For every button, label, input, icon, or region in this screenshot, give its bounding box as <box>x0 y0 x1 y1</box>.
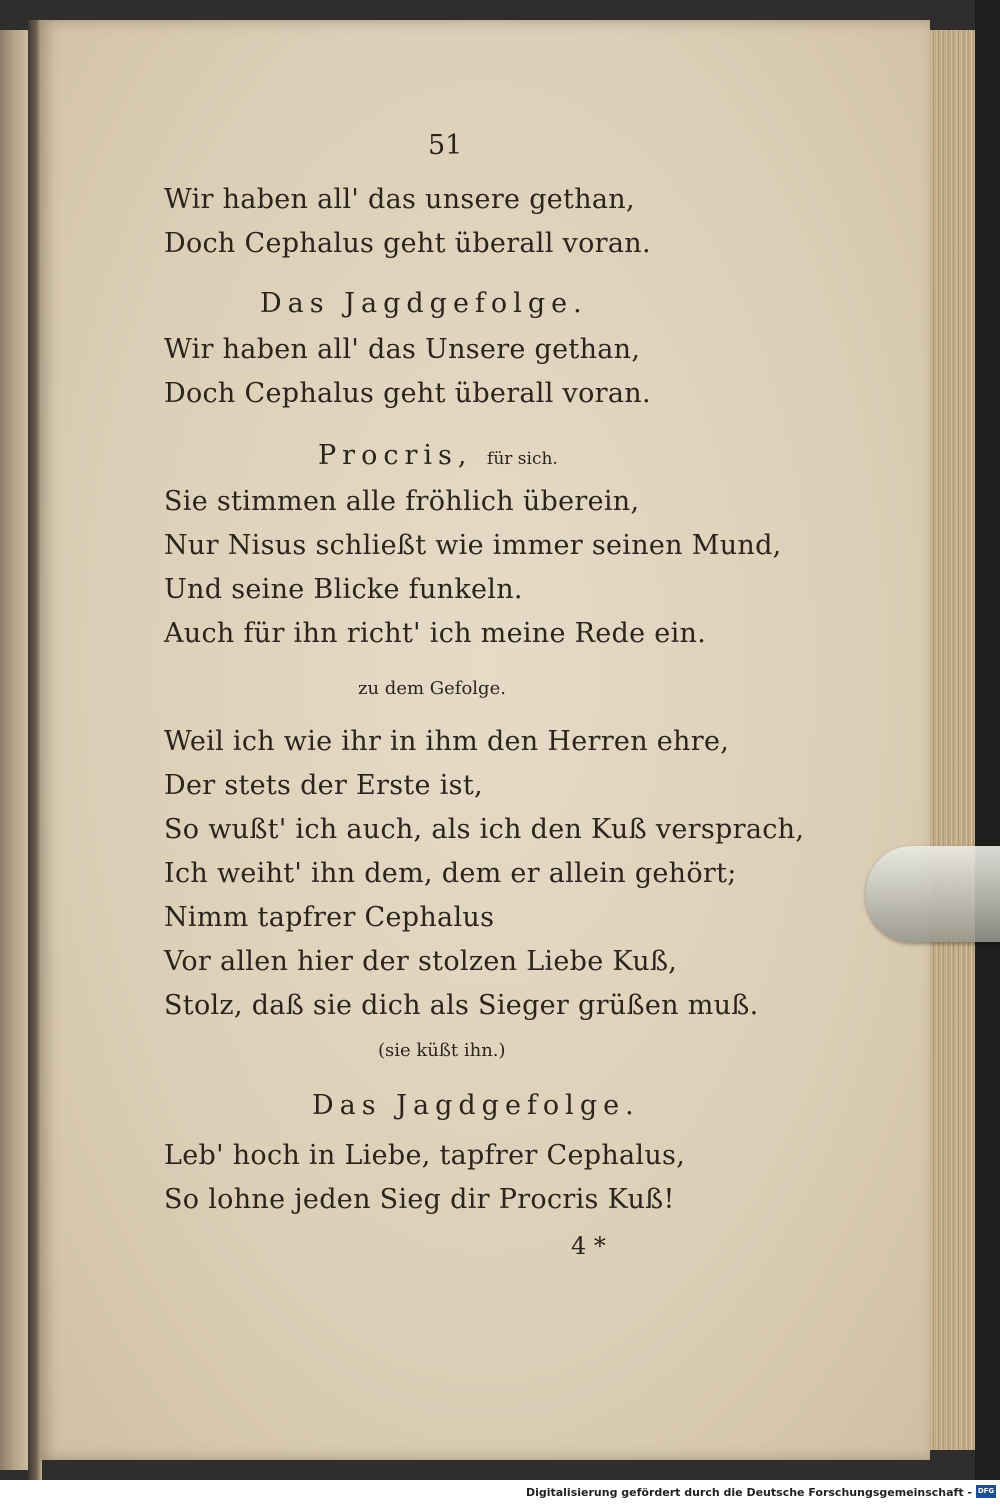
digitization-footer <box>0 1480 1000 1507</box>
speaker-name: Procris, <box>318 440 473 471</box>
stage-direction: zu dem Gefolge. <box>358 678 506 699</box>
verse-line: Wir haben all' das unsere gethan, <box>164 184 635 215</box>
speaker-heading <box>318 440 558 471</box>
verse-line: So wußt' ich auch, als ich den Kuß versprach, <box>164 814 805 845</box>
speaker-heading: Das Jagdgefolge. <box>260 288 588 319</box>
scan-background <box>975 0 1000 1480</box>
verse-line: So lohne jeden Sieg dir Procris Kuß! <box>164 1184 675 1215</box>
verse-line: Stolz, daß sie dich als Sieger grüßen muß. <box>164 990 759 1021</box>
verse-line: Vor allen hier der stolzen Liebe Kuß, <box>164 946 678 977</box>
page-edges-stack <box>930 30 978 1450</box>
verse-line: Sie stimmen alle fröhlich überein, <box>164 486 640 517</box>
speaker-heading: Das Jagdgefolge. <box>312 1090 640 1121</box>
stage-direction: (sie küßt ihn.) <box>378 1040 506 1061</box>
verse-line: Wir haben all' das Unsere gethan, <box>164 334 641 365</box>
left-page-edge <box>0 30 30 1470</box>
page-number: 51 <box>428 130 463 161</box>
page-clip-bookmark <box>866 846 1000 942</box>
verse-line: Doch Cephalus geht überall voran. <box>164 228 651 259</box>
verse-line: Doch Cephalus geht überall voran. <box>164 378 651 409</box>
dfg-logo: DFG <box>976 1485 996 1498</box>
verse-line: Auch für ihn richt' ich meine Rede ein. <box>164 618 707 649</box>
verse-line: Der stets der Erste ist, <box>164 770 483 801</box>
verse-line: Nimm tapfrer Cephalus <box>164 902 495 933</box>
funding-credit: Digitalisierung gefördert durch die Deutsche Forschungsgemeinschaft - <box>525 1486 972 1499</box>
speaker-aside: für sich. <box>487 449 558 469</box>
verse-line: Und seine Blicke funkeln. <box>164 574 523 605</box>
verse-line: Nur Nisus schließt wie immer seinen Mund, <box>164 530 782 561</box>
verse-line: Leb' hoch in Liebe, tapfrer Cephalus, <box>164 1140 686 1171</box>
verse-line: Weil ich wie ihr in ihm den Herren ehre, <box>164 726 730 757</box>
printer-signature-mark: 4 * <box>571 1232 606 1260</box>
verse-line: Ich weiht' ihn dem, dem er allein gehört; <box>164 858 737 889</box>
